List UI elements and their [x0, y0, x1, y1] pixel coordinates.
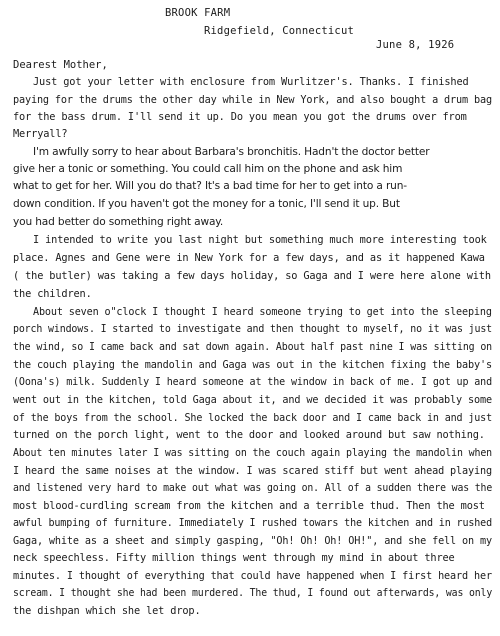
body-line: About seven o"clock I thought I heard someone trying to get into the sleeping: [33, 306, 492, 318]
letterhead-location: Ridgefield, Connecticut: [204, 25, 354, 37]
body-line: porch windows. I started to investigate and then thought to myself, no it was just: [13, 323, 493, 335]
body-line: the dishpan which she let drop.: [13, 605, 201, 617]
letterhead-name: BROOK FARM: [165, 7, 231, 19]
body-line: Just got your letter with enclosure from Wurlitzer's. Thanks. I finished: [33, 76, 469, 88]
body-line: the children.: [13, 288, 92, 300]
body-line: the wind, so I came back and sat down again. About half past nine I was sitting on: [13, 341, 493, 353]
body-line: place. Agnes and Gene were in New York for a few days, and as it happened Kawa: [13, 252, 485, 264]
body-line: About ten minutes later I was sitting on the couch again playing the mandolin when: [13, 447, 493, 459]
body-line: turned on the porch light, went to the door and looked around but saw nothing.: [13, 429, 485, 441]
body-line: you had better do something right away.: [13, 216, 224, 228]
letter-date: June 8, 1926: [376, 39, 455, 51]
body-line: I heard the same noises at the window. I was scared stiff but went ahead playing: [13, 465, 492, 477]
body-line: the couch playing the mandolin and Gaga was out in the kitchen fixing the baby's: [13, 359, 492, 371]
body-line: scream. I thought she had been murdered. The thud, I found out afterwards, was only: [13, 587, 493, 599]
body-line: I intended to write you last night but something much more interesting took: [33, 234, 487, 246]
body-line: what to get for her. Will you do that? It's a bad time for her to get into a run-: [13, 180, 407, 192]
body-line: paying for the drums the other day while in New York, and also bought a drum bag: [13, 94, 492, 106]
body-line: Merryall?: [13, 128, 68, 140]
body-line: and listened very hard to make out what was going on. All of a sudden there was the: [13, 482, 493, 494]
body-line: ( the butler) was taking a few days holiday, so Gaga and I were here alone with: [13, 270, 491, 282]
body-line: give her a tonic or something. You could call him on the phone and ask him: [13, 163, 403, 175]
salutation: Dearest Mother,: [13, 59, 108, 71]
body-line: awful bumping of furniture. Immediately I rushed towars the kitchen and in rushed: [13, 517, 493, 529]
body-line: went out in the kitchen, told Gaga about it, and we decided it was probably some: [13, 394, 492, 406]
body-line: Gaga, white as a sheet and simply gasping, "Oh! Oh! Oh! OH!", and she fell on my: [13, 535, 492, 547]
body-line: minutes. I thought of everything that could have happened when I first heard her: [13, 570, 492, 582]
body-line: most blood-curdling scream from the kitchen and a terrible thud. Then the most: [13, 500, 485, 512]
body-line: I'm awfully sorry to hear about Barbara's bronchitis. Hadn't the doctor better: [33, 146, 430, 158]
body-line: down condition. If you haven't got the money for a tonic, I'll send it up. But: [13, 198, 400, 210]
body-line: neck speechless. Fifty million things went through my mind in about three: [13, 552, 455, 564]
body-line: (Oona's) milk. Suddenly I heard someone at the window in back of me. I got up and: [13, 376, 493, 388]
body-line: for the bass drum. I'll send it up. Do you mean you got the drums over from: [13, 111, 467, 123]
body-line: of the boys from the school. She locked the back door and I came back in and just: [13, 412, 493, 424]
